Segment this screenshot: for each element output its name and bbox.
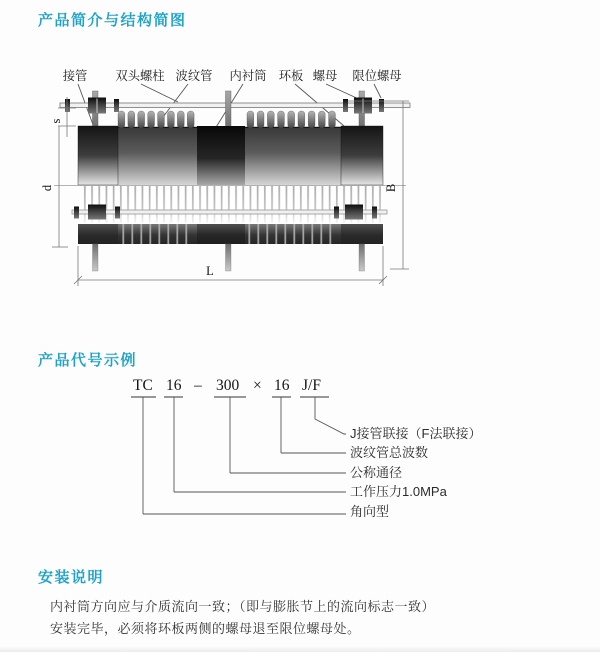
dim-d: d (40, 184, 54, 192)
inner-liner-sleeve (197, 126, 245, 185)
label-inner-liner: 内衬筒 (229, 69, 267, 83)
bellows-convolutions-right (247, 111, 335, 128)
callout-waves: 波纹管总波数 (350, 445, 429, 460)
part-labels (63, 68, 402, 83)
code-callout-lines (143, 397, 346, 514)
section-title-structure: 产品简介与结构简图 (38, 12, 187, 29)
callout-diameter: 公称通径 (350, 465, 403, 480)
label-pipe-end: 接管 (62, 69, 88, 83)
code-seg-pressure: 16 (166, 377, 182, 394)
label-nut: 螺母 (312, 69, 338, 83)
callout-pressure: 工作压力1.0MPa (350, 484, 447, 499)
code-seg-waves: 16 (274, 377, 290, 394)
label-stud-bolt: 双头螺柱 (115, 69, 165, 83)
structure-diagram (38, 64, 462, 314)
dim-s: s (49, 118, 63, 124)
code-seg-dash: – (194, 377, 202, 394)
dim-B: B (384, 183, 398, 193)
code-seg-times: × (253, 377, 262, 394)
install-instructions (50, 596, 435, 640)
left-pipe-end (78, 126, 118, 185)
code-seg-type: TC (133, 377, 153, 394)
bellows-convolutions-left (118, 111, 194, 128)
section-title-code-example: 产品代号示例 (38, 352, 138, 369)
install-line-2: 安装完毕，必须将环板两侧的螺母退至限位螺母处。 (50, 621, 361, 636)
section-title-install: 安装说明 (38, 569, 105, 586)
install-line-1: 内衬筒方向应与介质流向一致；（即与膨胀节上的流向标志一致） (50, 599, 436, 614)
product-code-diagram (100, 374, 530, 529)
dim-L: L (206, 264, 214, 278)
code-callouts (350, 426, 481, 519)
right-pipe-end (341, 126, 383, 185)
page-bottom-edge (0, 646, 600, 652)
code-seg-diameter: 300 (216, 377, 240, 394)
callout-connection: J接管联接（F法联接） (350, 426, 482, 441)
code-seg-connection: J/F (302, 377, 321, 394)
label-ring-plate: 环板 (278, 69, 304, 83)
joint-body-lower (72, 186, 387, 271)
label-limit-nut: 限位螺母 (352, 69, 402, 83)
code-segments (133, 377, 321, 394)
callout-type: 角向型 (350, 504, 390, 519)
label-bellows: 波纹管 (175, 69, 213, 83)
